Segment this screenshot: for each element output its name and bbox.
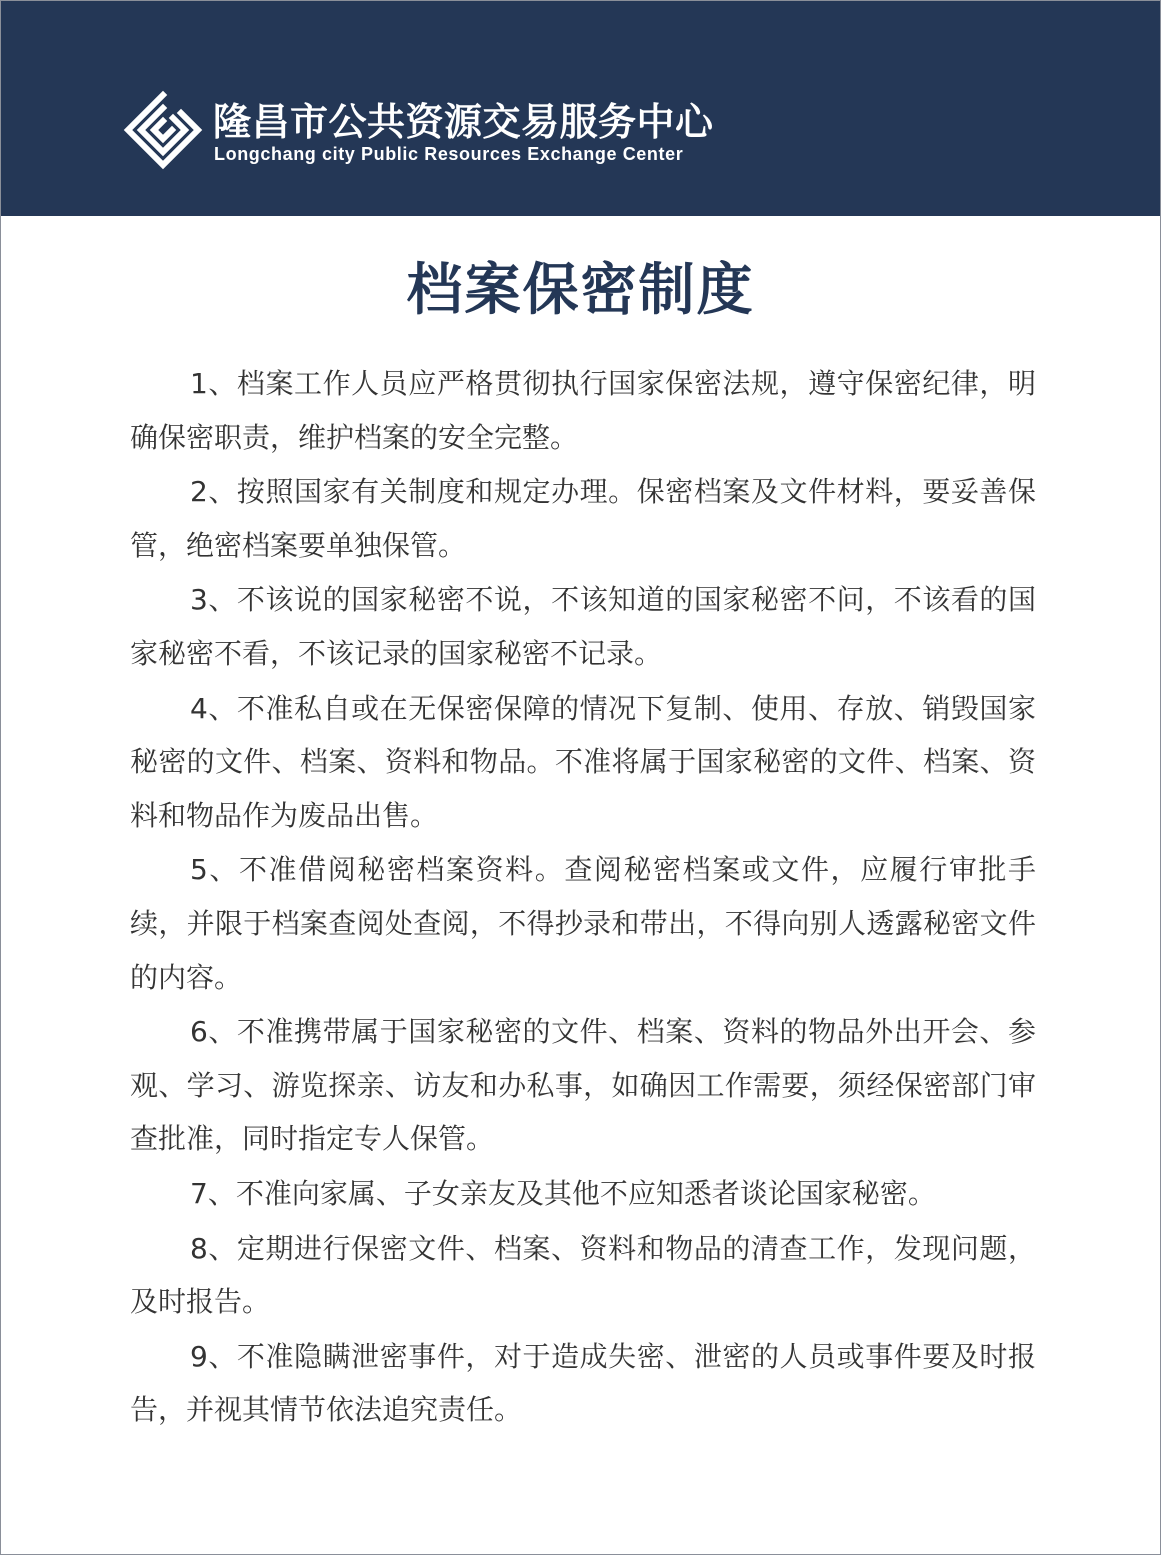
rule-item: 7、不准向家属、子女亲友及其他不应知悉者谈论国家秘密。 xyxy=(190,1176,936,1210)
rule-item: 5、不准借阅秘密档案资料。查阅秘密档案或文件，应履行审批手续，并限于档案查阅处查阅，不得抄录和带出，不得向别人透露秘密文件的内容。 xyxy=(130,853,1036,994)
document-title: 档案保密制度 xyxy=(406,258,755,323)
organization-name-en: Longchang city Public Resources Exchange Center xyxy=(214,144,684,164)
rule-item: 3、不该说的国家秘密不说，不该知道的国家秘密不问，不该看的国家秘密不看，不该记录的国家秘密不记录。 xyxy=(130,583,1036,670)
rule-item: 1、档案工作人员应严格贯彻执行国家保密法规，遵守保密纪律，明确保密职责，维护档案的安全完整。 xyxy=(130,367,1036,454)
rule-item: 8、定期进行保密文件、档案、资料和物品的清查工作，发现问题，及时报告。 xyxy=(130,1231,1036,1319)
rule-item: 2、按照国家有关制度和规定办理。保密档案及文件材料，要妥善保管，绝密档案要单独保管。 xyxy=(130,475,1036,562)
rule-item: 4、不准私自或在无保密保障的情况下复制、使用、存放、销毁国家秘密的文件、档案、资料和物品。不准将属于国家秘密的文件、档案、资料和物品作为废品出售。 xyxy=(130,691,1036,832)
rule-item: 9、不准隐瞒泄密事件，对于造成失密、泄密的人员或事件要及时报告，并视其情节依法追究责任。 xyxy=(130,1339,1036,1427)
geometric-diamond-logo-icon xyxy=(123,90,203,170)
header-banner xyxy=(1,1,1160,216)
organization-name-cn: 隆昌市公共资源交易服务中心 xyxy=(213,100,714,144)
rule-item: 6、不准携带属于国家秘密的文件、档案、资料的物品外出开会、参观、学习、游览探亲、访友和办私事，如确因工作需要，须经保密部门审查批准，同时指定专人保管。 xyxy=(130,1015,1036,1156)
rules-list xyxy=(130,357,1036,1438)
